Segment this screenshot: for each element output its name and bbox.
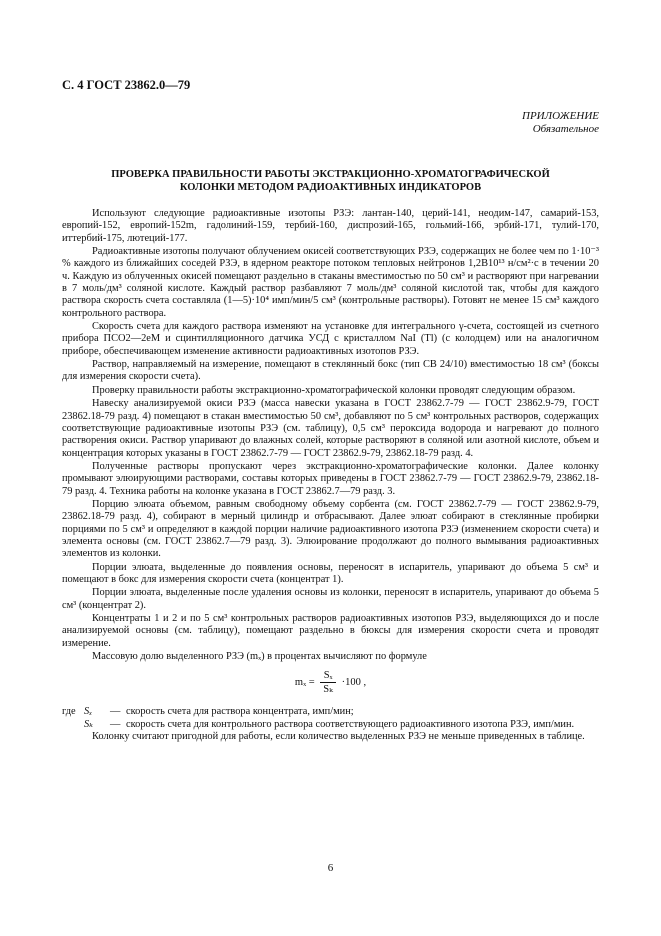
formula-numerator: Sₓ: [320, 669, 336, 683]
paragraph: Проверку правильности работы экстракционно-хроматографической колонки проводят следующим образом.: [92, 384, 576, 396]
definition-symbol: Sₖ: [84, 718, 93, 730]
page-number: 6: [327, 862, 334, 874]
paragraph: Массовую долю выделенного РЗЭ (mₓ) в процентах вычисляют по формуле: [92, 651, 427, 663]
definition-text: скорость счета для раствора концентрата, имп/мин;: [126, 706, 354, 718]
appendix-status: Обязательное: [532, 123, 599, 135]
title-line: ПРОВЕРКА ПРАВИЛЬНОСТИ РАБОТЫ ЭКСТРАКЦИОННО-ХРОМАТОГРАФИЧЕСКОЙ: [111, 169, 550, 180]
formula-fraction: [320, 669, 336, 696]
page-header: С. 4 ГОСТ 23862.0—79: [62, 78, 191, 92]
appendix-label: ПРИЛОЖЕНИЕ: [522, 110, 599, 122]
definition-symbol: Sₓ: [84, 706, 93, 718]
paragraph: Концентраты 1 и 2 и по 5 см³ контрольных растворов радиоактивных изотопов РЗЭ, выделяющихся до и после анализируемой основы (см. таблицу), помещают раздельно в бюксы для измерения скорости счета и проводят измерение.: [62, 613, 599, 649]
appendix-block: [522, 110, 599, 136]
section-title: [80, 169, 581, 194]
where-lead: где: [62, 706, 76, 718]
conclusion-paragraph: Колонку считают пригодной для работы, если количество выделенных РЗЭ не меньше приведенных в таблице.: [92, 731, 585, 743]
formula-lhs: mₓ =: [294, 677, 315, 689]
formula: [62, 669, 599, 696]
definition-text: скорость счета для контрольного раствора соответствующего радиоактивного изотопа РЗЭ, имп/мин.: [126, 718, 575, 730]
definition-row: Sₖ — скорость счета для контрольного раствора соответствующего радиоактивного изотопа РЗЭ, имп/мин.: [62, 719, 599, 731]
paragraph: Используют следующие радиоактивные изотопы РЗЭ: лантан-140, церий-141, неодим-147, самарий-153, европий-152, европий-152m, гадолиний-159, тербий-160, диспрозий-165, гольмий-166, эрбий-171, тулий-170, иттербий-175, лютеций-177.: [62, 208, 599, 244]
paragraph: Порцию элюата объемом, равным свободному объему сорбента (см. ГОСТ 23862.7-79 — ГОСТ 23862.9-79, 23862.18-79 разд. 4), собирают в мерный цилиндр и отбрасывают. Далее элюат собирают в стеклянные пробирки порциями по 5 см³ и определяют в каждой порции наличие радиоактивного изотопа РЗЭ (изменением скорости счета) и элемента основы (см. ГОСТ 23862.7—79 разд. 3). Элюирование продолжают до полного вымывания радиоактивных элементов из колонки.: [62, 498, 599, 560]
paragraph: Навеску анализируемой окиси РЗЭ (масса навески указана в ГОСТ 23862.7-79 — ГОСТ 23862.9-79, ГОСТ 23862.18-79 разд. 4) помещают в стакан вместимостью 50 см³, добавляют по 5 см³ контрольных растворов, содержащих соответствующие радиоактивные изотопы РЗЭ (см. таблицу), 0,5 см³ пероксида водорода и нагревают до полного растворения окиси. Раствор упаривают до влажных солей, которые растворяют в соляной или азотной кислоте, объем и концентрация которых указаны в ГОСТ 23862.7-79 — ГОСТ 23862.9-79, 23862.18-79 разд. 4.: [62, 398, 599, 459]
body-text: [62, 208, 599, 744]
paragraph: Радиоактивные изотопы получают облучением окисей соответствующих РЗЭ, содержащих не более чем по 1·10⁻³ % каждого из ближайших соседей РЗЭ, в ядерном реакторе потоком тепловых нейтронов 1,2В10¹³ н/см²·с в течении 20 ч. Каждую из облученных окисей помещают раздельно в стаканы вместимостью по 50 см³ и растворяют при нагревании в 7 моль/дм³ соляной кислоте. Каждый раствор разбавляют 7 моль/дм³ соляной кислотой так, чтобы для каждого раствора скорость счета составляла (1—5)·10⁴ имп/мин/5 см³ (контрольные растворы). Готовят не менее 15 см³ каждого контрольного раствора.: [62, 246, 599, 319]
paragraph: Порции элюата, выделенные до появления основы, переносят в испаритель, упаривают до объема 5 см³ и помещают в бокс для измерения скорости счета (концентрат 1).: [62, 561, 599, 585]
where-definitions: [62, 706, 599, 731]
formula-denominator: Sₖ: [323, 684, 333, 696]
formula-tail: ·100 ,: [341, 677, 367, 689]
paragraph: Порции элюата, выделенные после удаления основы из колонки, переносят в испаритель, упаривают до объема 5 см³ (концентрат 2).: [62, 587, 599, 611]
paragraph: Скорость счета для каждого раствора изменяют на установке для интегрального γ-счета, состоящей из счетного прибора ПСО2—2еМ и сцинтилляционного датчика УСД с кристаллом NaI (Tl) (с колодцем) или на аналогичном приборе, обеспечивающем изменение активности радиоактивных изотопов РЗЭ.: [62, 321, 599, 357]
definition-row: где Sₓ — скорость счета для раствора концентрата, имп/мин;: [62, 706, 599, 718]
paragraph: Полученные растворы пропускают через экстракционно-хроматографические колонки. Далее колонку промывают элюирующими растворами, составы которых приведены в ГОСТ 23862.7-79 — ГОСТ 23862.9-79, 23862.18-79 разд. 4. Техника работы на колонке указана в ГОСТ 23862.7—79 разд. 3.: [62, 460, 599, 497]
paragraph: Раствор, направляемый на измерение, помещают в стеклянный бокс (тип СВ 24/10) вместимостью 18 см³ (боксы для измерения скорости счета).: [62, 359, 599, 383]
title-line: КОЛОНКИ МЕТОДОМ РАДИОАКТИВНЫХ ИНДИКАТОРОВ: [179, 181, 482, 193]
